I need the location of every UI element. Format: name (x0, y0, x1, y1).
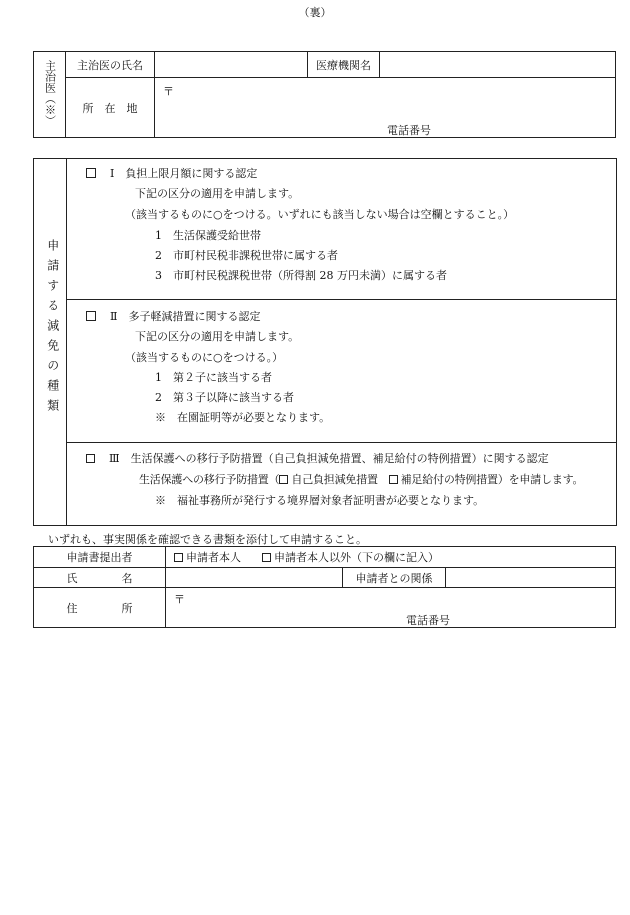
submitter-postal-mark: 〒 (174, 593, 185, 606)
section3-note: ※ 福祉事務所が発行する境界層対象者証明書が必要となります。 (155, 494, 485, 507)
doctor-address-field[interactable] (155, 78, 616, 138)
reduction-side-column (34, 159, 67, 525)
section3-opt2-checkbox[interactable] (389, 475, 398, 484)
submitter-label: 申請書提出者 (34, 547, 166, 568)
submitter-self-label: 申請者本人 (186, 551, 241, 564)
doctor-side-cell (34, 52, 66, 138)
section3-opt2-label: 補足給付の特例措置 (400, 473, 498, 486)
relation-field[interactable] (446, 568, 616, 588)
submitter-other-label: 申請者本人以外（下の欄に記入） (274, 551, 439, 564)
section2-checkbox[interactable] (86, 311, 96, 321)
section2-heading-row (86, 308, 260, 324)
submitter-options (166, 547, 616, 568)
relation-label: 申請者との関係 (343, 568, 446, 588)
submitter-self-checkbox[interactable] (174, 553, 183, 562)
section3-line1-pre: 生活保護への移行予防措置（ (139, 473, 280, 486)
section2-item-1: 1 第２子に該当する者 (155, 371, 272, 384)
submitter-other-checkbox[interactable] (262, 553, 271, 562)
doctor-postal-mark: 〒 (163, 85, 174, 98)
institution-label: 医療機関名 (308, 52, 380, 78)
attachment-notice: いずれも、事実関係を確認できる書類を添付して申請すること。 (48, 533, 367, 546)
section2-item-2: 2 第３子以降に該当する者 (155, 391, 294, 404)
section1-checkbox[interactable] (86, 168, 96, 178)
section2-heading: Ⅱ 多子軽減措置に関する認定 (110, 310, 261, 323)
submitter-address-field[interactable] (166, 588, 616, 628)
section3-opt1-label: 自己負担減免措置 (291, 473, 378, 486)
section3-heading-row (86, 450, 549, 466)
section3-opt1-checkbox[interactable] (279, 475, 288, 484)
section3-heading: Ⅲ 生活保護への移行予防措置（自己負担減免措置、補足給付の特例措置）に関する認定 (109, 452, 549, 465)
section3-line1 (139, 471, 583, 487)
section1-line2: （該当するものに○をつける。いずれにも該当しない場合は空欄とすること。） (125, 208, 515, 221)
reduction-box (33, 158, 617, 526)
section1-item-3: 3 市町村民税課税世帯（所得割 28 万円未満）に属する者 (155, 269, 447, 282)
section3-line1-post: ）を申請します。 (497, 473, 584, 486)
doctor-name-field[interactable] (155, 52, 308, 78)
doctor-address-label: 所 在 地 (66, 78, 155, 138)
institution-field[interactable] (380, 52, 616, 78)
section1-item-2: 2 市町村民税非課税世帯に属する者 (155, 249, 338, 262)
section1-item-1: 1 生活保護受給世帯 (155, 229, 261, 242)
page-title: （裏） (298, 6, 332, 19)
submitter-phone-label: 電話番号 (406, 614, 450, 627)
reduction-side-label: 申請する減免の種類 (45, 239, 60, 419)
submitter-address-label: 住 所 (34, 588, 166, 628)
doctor-phone-label: 電話番号 (387, 124, 431, 137)
doctor-side-label: 主治医（※） (43, 60, 57, 126)
section2-line2: （該当するものに○をつける。） (125, 351, 284, 364)
submitter-table (33, 546, 616, 628)
section1-heading: Ⅰ 負担上限月額に関する認定 (110, 167, 258, 180)
doctor-name-label: 主治医の氏名 (66, 52, 155, 78)
section1-heading-row (86, 165, 257, 181)
section2-note: ※ 在園証明等が必要となります。 (155, 411, 331, 424)
section1-line1: 下記の区分の適用を申請します。 (135, 187, 300, 200)
section2-line1: 下記の区分の適用を申請します。 (135, 330, 300, 343)
doctor-table (33, 51, 616, 138)
submitter-name-label: 氏 名 (34, 568, 166, 588)
section-divider-2 (67, 442, 616, 443)
section-divider-1 (67, 299, 616, 300)
reduction-content (67, 159, 616, 525)
submitter-name-field[interactable] (166, 568, 343, 588)
section3-checkbox[interactable] (86, 454, 95, 463)
